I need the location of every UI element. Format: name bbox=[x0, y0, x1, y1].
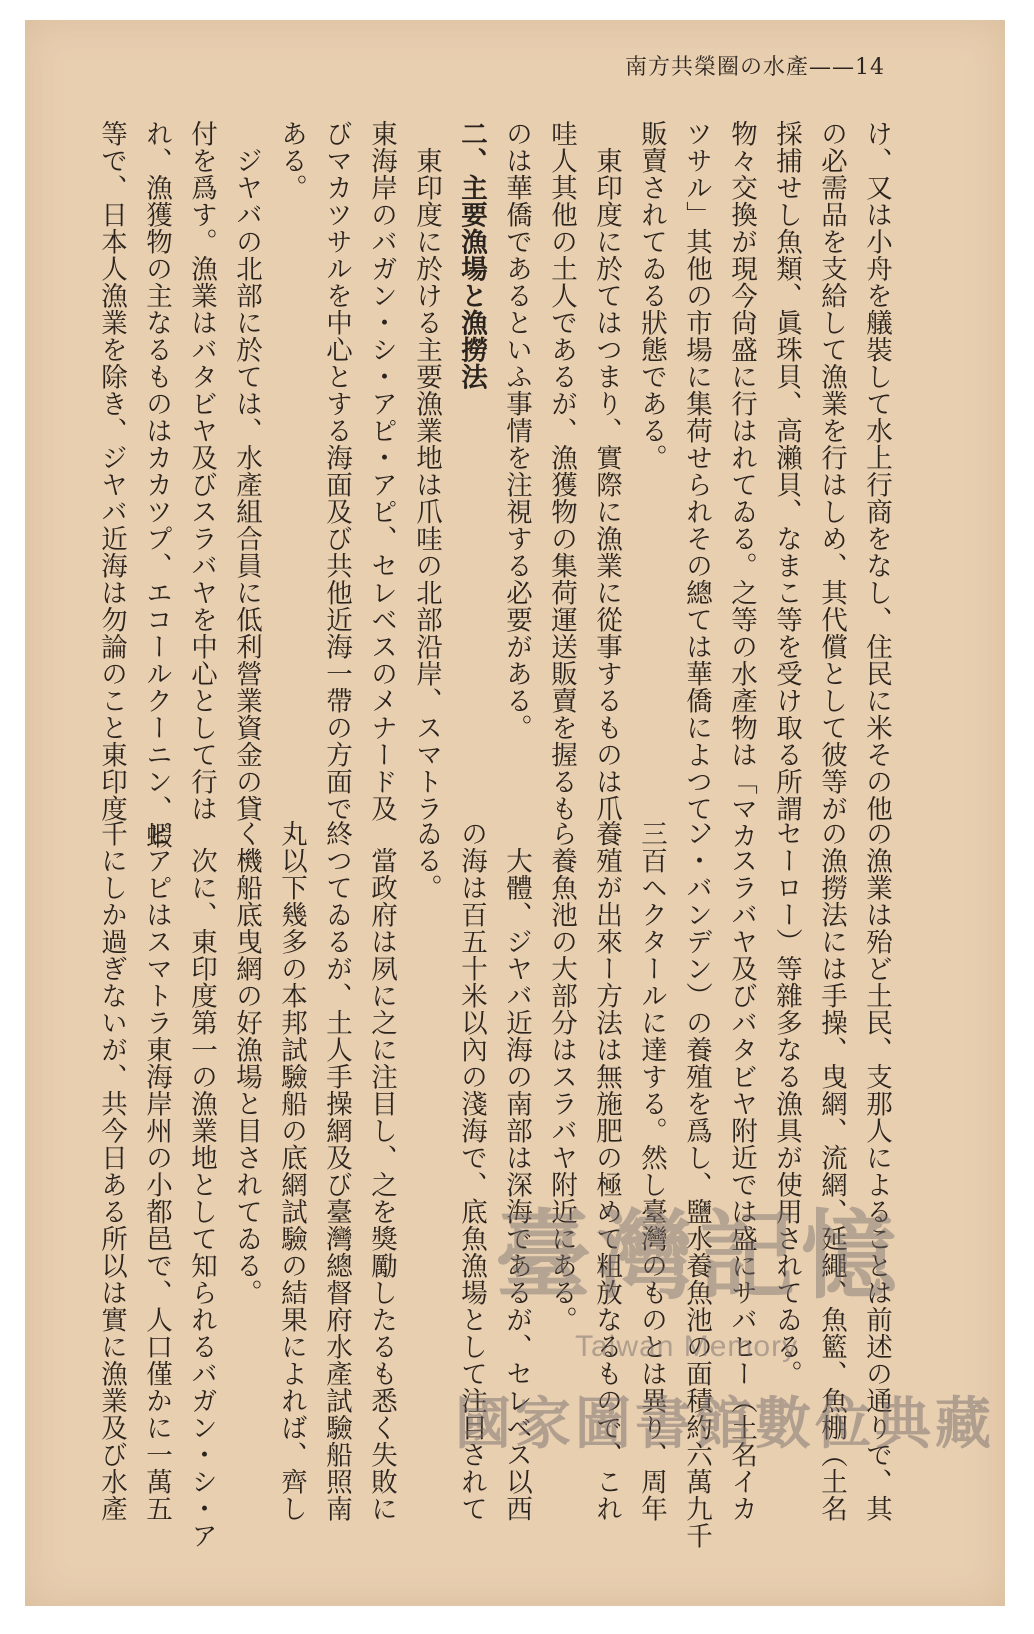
text-column: 付を爲す。漁業はバタビヤ及びスラバヤを中心として行は bbox=[186, 120, 217, 822]
text-column: ン・バンデン）の養殖を爲し、鹽水養魚池の面積約六萬九千 bbox=[681, 820, 712, 1549]
running-header: 南方共榮圈の水產——14 bbox=[625, 55, 885, 80]
text-column: 次に、東印度第一の漁業地として知られるバガン・シ・ア bbox=[186, 820, 217, 1549]
text-column: の必需品を支給して漁業を行はしめ、其代償として彼等が bbox=[816, 120, 847, 822]
book-page bbox=[25, 20, 1005, 1606]
text-column: 哇人其他の土人であるが、漁獲物の集荷運送販賣を握るも bbox=[546, 120, 577, 822]
text-column: 終つてゐるが、土人手操網及び臺灣總督府水產試驗船照南 bbox=[321, 820, 352, 1522]
watermark-title: 臺灣記憶 bbox=[495, 1199, 903, 1312]
text-column: ピアピはスマトラ東海岸州の小都邑で、人口僅かに一萬五 bbox=[141, 820, 172, 1522]
text-column: 東印度に於てはつまり、實際に漁業に從事するものは爪 bbox=[591, 120, 622, 822]
text-column: け、又は小舟を艤裝して水上行商をなし、住民に米その他 bbox=[861, 120, 892, 822]
text-column: ジヤバの北部に於ては、水產組合員に低利營業資金の貸 bbox=[231, 120, 262, 822]
text-column: く機船底曳網の好漁場と目されてゐる。 bbox=[231, 820, 262, 1306]
text-column: れ、漁獲物の主なるものはカカツプ、エコールクーニン、蝦 bbox=[141, 120, 172, 849]
text-column: 大體、ジヤバ近海の南部は深海であるが、セレベス以西 bbox=[501, 820, 532, 1522]
text-column: ゐる。 bbox=[411, 820, 442, 901]
text-column: 東海岸のバガン・シ・アピ・アピ、セレベスのメナード及 bbox=[366, 120, 397, 822]
upper-text-block bbox=[96, 120, 895, 849]
text-column: 販賣されてゐる狀態である。 bbox=[636, 120, 667, 471]
text-column: 丸以下幾多の本邦試驗船の底網試驗の結果によれば、齊し bbox=[276, 820, 307, 1522]
text-column: 採捕せし魚類、眞珠貝、高瀨貝、なまこ等を受け取る所謂 bbox=[771, 120, 802, 822]
text-column: びマカツサルを中心とする海面及び共他近海一帶の方面で bbox=[321, 120, 352, 822]
text-column: のは華僑であるといふ事情を注視する必要がある。 bbox=[501, 120, 532, 741]
text-column: 物々交換が現今尙盛に行はれてゐる。之等の水產物は「マカ bbox=[726, 120, 757, 849]
text-column: の海は百五十米以內の淺海で、底魚漁場として注目されて bbox=[456, 820, 487, 1522]
text-column: ら養魚池の大部分はスラバヤ附近にある。 bbox=[546, 820, 577, 1333]
text-column: 三百ヘクタールに達する。然し臺灣のものとは異り、周年 bbox=[636, 820, 667, 1522]
text-column: の漁業は殆ど土民、支那人によることは前述の通りで、其 bbox=[861, 820, 892, 1522]
text-column: 二、主要漁場と漁撈法 bbox=[456, 120, 487, 390]
watermark-subtitle: Taiwan Memory bbox=[575, 1330, 799, 1363]
watermark-org: 國家圖書館數位典藏 bbox=[455, 1391, 995, 1457]
text-column: の漁撈法には手操、曳網、流網、延繩、魚籃、魚棚（土名 bbox=[816, 820, 847, 1522]
lower-text-block bbox=[96, 820, 895, 1580]
text-column: 千にしか過ぎないが、共今日ある所以は實に漁業及び水產 bbox=[96, 820, 127, 1522]
text-column: ツサル」其他の市場に集荷せられその總ては華僑によつて、 bbox=[681, 120, 712, 849]
text-column: 養殖が出來ー方法は無施肥の極めて粗放なるもので、これ bbox=[591, 820, 622, 1522]
text-column: 東印度に於ける主要漁業地は爪哇の北部沿岸、スマトラ bbox=[411, 120, 442, 822]
text-column: セーロー）等雜多なる漁具が使用されてゐる。 bbox=[771, 820, 802, 1387]
text-column: スラバヤ及びバタビヤ附近では盛にサバヒー（土名イカ bbox=[726, 820, 757, 1522]
text-column: 當政府は夙に之に注目し、之を獎勵したるも悉く失敗に bbox=[366, 820, 397, 1522]
text-column: 等で、日本人漁業を除き、ジヤバ近海は勿論のこと東印度 bbox=[96, 120, 127, 822]
text-column: ある。 bbox=[276, 120, 307, 201]
